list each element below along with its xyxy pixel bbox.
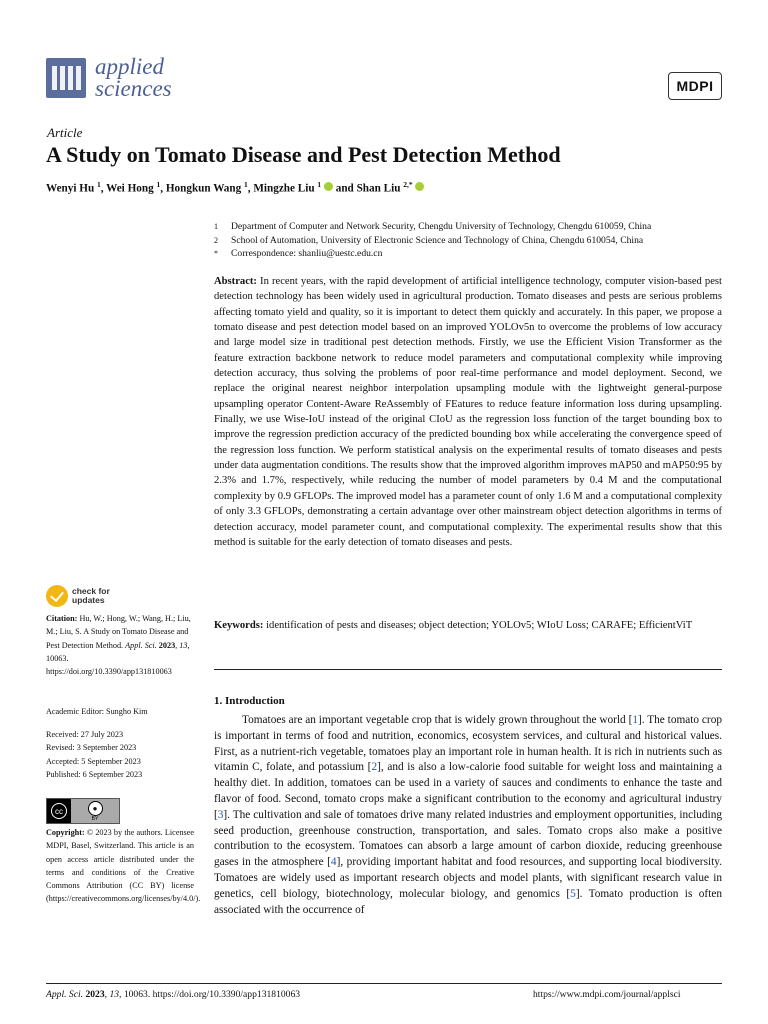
copyright-notice: Copyright: © 2023 by the authors. Licensee MDPI, Basel, Switzerland. This article is an open access article distributed under the terms and conditions of the Creative Commons Attribution (CC BY) license (https://creativecommons.org/licenses/by/4.0/).	[46, 828, 201, 904]
checkmark-icon	[46, 585, 68, 607]
paper-title: A Study on Tomato Disease and Pest Detection Method	[46, 142, 561, 167]
reference-link[interactable]: 1	[632, 714, 638, 726]
keywords-text: identification of pests and diseases; object detection; YOLOv5; WIoU Loss; CARAFE; EfficientViT	[266, 620, 693, 631]
reference-link[interactable]: 2	[371, 761, 378, 774]
affiliation-mark: *	[214, 249, 218, 258]
cc-by-license-badge[interactable]: cc ● BY	[46, 798, 120, 824]
citation-doi-link[interactable]: , 10063. https://doi.org/10.3390/app131810063	[46, 640, 190, 677]
body-text: ], and is also a low-calorie food suitable for weight loss and maintaining a healthy diet. In addition, tomatoes can be used in a variety of sauces and condiments to enhance the taste and flavor of food. Second, tomato crops make a significant contribution to the economy and agricultural industry [	[214, 761, 722, 821]
body-paragraph	[214, 713, 722, 918]
keywords	[214, 618, 722, 633]
affiliation-mark: 1	[214, 222, 218, 231]
author-name: Mingzhe Liu	[253, 182, 315, 195]
body-text: Tomatoes are an important vegetable crop that is widely grown throughout the world [	[242, 714, 633, 726]
date-line: Accepted: 5 September 2023	[46, 756, 141, 766]
reference-link[interactable]: 5	[570, 887, 576, 900]
author-affiliation-mark: 2,*	[403, 180, 413, 189]
check-for-updates-button[interactable]: check for updates	[46, 585, 110, 607]
author-affiliation-mark: 1	[317, 180, 322, 189]
citation: Citation: Hu, W.; Hong, W.; Wang, H.; Liu, M.; Liu, S. A Study on Tomato Disease and Pest Detection Method. Appl. Sci. 2023, 13, 10063. https://doi.org/10.3390/app131810063	[46, 614, 191, 677]
reference-link[interactable]: 3	[217, 808, 224, 821]
footer-divider	[46, 983, 722, 984]
author-affiliation-mark: 1	[156, 180, 161, 189]
affiliations	[214, 220, 651, 261]
author-name: Wei Hong	[106, 182, 154, 195]
author-affiliation-mark: 1	[96, 180, 101, 189]
keywords-label: Keywords:	[214, 620, 264, 631]
orcid-icon[interactable]	[324, 182, 333, 191]
footer-journal-url[interactable]: https://www.mdpi.com/journal/applsci	[533, 989, 681, 1000]
orcid-icon[interactable]	[415, 182, 424, 191]
affiliation-text: Correspondence: shanliu@uestc.edu.cn	[231, 248, 383, 259]
author-name: Shan Liu	[356, 182, 401, 195]
publisher-logo: MDPI	[668, 72, 722, 100]
author-affiliation-mark: 1	[244, 180, 248, 189]
date-line: Revised: 3 September 2023	[46, 743, 137, 753]
dates	[46, 728, 194, 781]
section-heading: 1. Introduction	[214, 695, 285, 707]
abstract-text: In recent years, with the rapid development of artificial intelligence technology, computer vision-based pest detection technology has been widely used in agricultural production. Tomato diseases and pests are serious problems affecting tomato yield and quality, so it is important to detect them quickly and accurately. In this paper, we propose a tomato disease and pest detection model based on an improved YOLOv5n to overcome the problems of low accuracy and large model size in traditional pest detection methods. Firstly, we use the Efficient Vision Transformer as the feature extraction backbone network to reduce model parameters and computational complexity while improving detection accuracy, thus solving the problems of poor real-time performance and model deployment. Second, we replace the original nearest neighbor interpolation upsampling module with the lightweight general-purpose upsampling operator Content-Aware ReAssembly of FEatures to reduce feature information loss during upsampling. Finally, we use Wise-IoU instead of the original CIoU as the regression loss function of the target bounding box to improve the regression prediction accuracy of the predicted bounding box while accelerating the convergence speed of the regression loss function. We perform statistical analysis on the experimental results of tomato diseases and pests under data augmentation conditions. The results show that the improved algorithm improves mAP50 and mAP50:95 by 2.3% and 1.7%, respectively, while reducing the number of model parameters by 0.4 M and the computational complexity by 0.9 GFLOPs. The improved model has a parameter count of only 1.6 M and a computational complexity of only 3.3 GFLOPs, demonstrating a certain advantage over other mainstream object detection algorithms in terms of detection accuracy, model parameter count, and computational complexity. The experimental results show that this method is suitable for the early detection of tomato diseases and pests.	[214, 276, 722, 548]
journal-logo-icon	[46, 58, 86, 98]
person-icon: ●	[88, 801, 103, 816]
academic-editor: Academic Editor: Sungho Kim	[46, 707, 148, 716]
abstract-label: Abstract:	[214, 276, 257, 287]
date-line: Published: 6 September 2023	[46, 769, 143, 779]
divider	[214, 669, 722, 670]
affiliation-row	[214, 247, 651, 261]
affiliation-text: Department of Computer and Network Security, Chengdu University of Technology, Chengdu 610059, China	[231, 221, 652, 232]
cc-icon: cc	[51, 803, 67, 819]
body-text: ]. Tomato production is often associated with the occurrence of	[214, 887, 722, 916]
author-list: Wenyi Hu $^1$, Wei Hong $^1$, Hongkun Wang $^1$, Mingzhe Liu $^1$ and Shan Liu $^{2,*}$	[46, 180, 424, 195]
author-name: Wenyi Hu	[46, 182, 95, 195]
journal-name: applied sciences	[95, 54, 172, 101]
author-name: Hongkun Wang	[165, 182, 242, 195]
affiliation-row	[214, 234, 651, 248]
abstract	[214, 274, 722, 550]
footer-citation: Appl. Sci. 2023, 13, 10063. https://doi.org/10.3390/app131810063	[46, 989, 301, 1000]
affiliation-row	[214, 220, 651, 234]
reference-link[interactable]: 4	[330, 856, 337, 869]
affiliation-text: School of Automation, University of Electronic Science and Technology of China, Chengdu 610054, China	[231, 234, 644, 246]
affiliation-mark: 2	[214, 235, 218, 245]
body-text: ], providing important habitat and food resources, and supporting local biodiversity. Tomatoes are widely used as important research objects and model plants, with significant research value in genetics, cell biology, biotechnology, molecular biology, and genomics [	[214, 856, 722, 900]
body-text: ]. The cultivation and sale of tomatoes drive many related industries and employment opportunities, including seed production, greenhouse construction, transportation, and sales. Tomato crops also make a positive contribution to the ecosystem. Tomatoes can absorb a large amount of carbon dioxide, reducing greenhouse gases in the atmosphere [	[214, 808, 722, 869]
body-text: ]. The tomato crop is important in terms of food and nutrition, economics, ecosystem services, and cultural and historical values. First, as a nutrient-rich vegetable, tomatoes play an important role in human health. It is rich in nutrients such as vitamin C, folate, and potassium [	[214, 714, 722, 774]
date-line: Received: 27 July 2023	[46, 730, 124, 739]
article-type: Article	[47, 125, 83, 140]
